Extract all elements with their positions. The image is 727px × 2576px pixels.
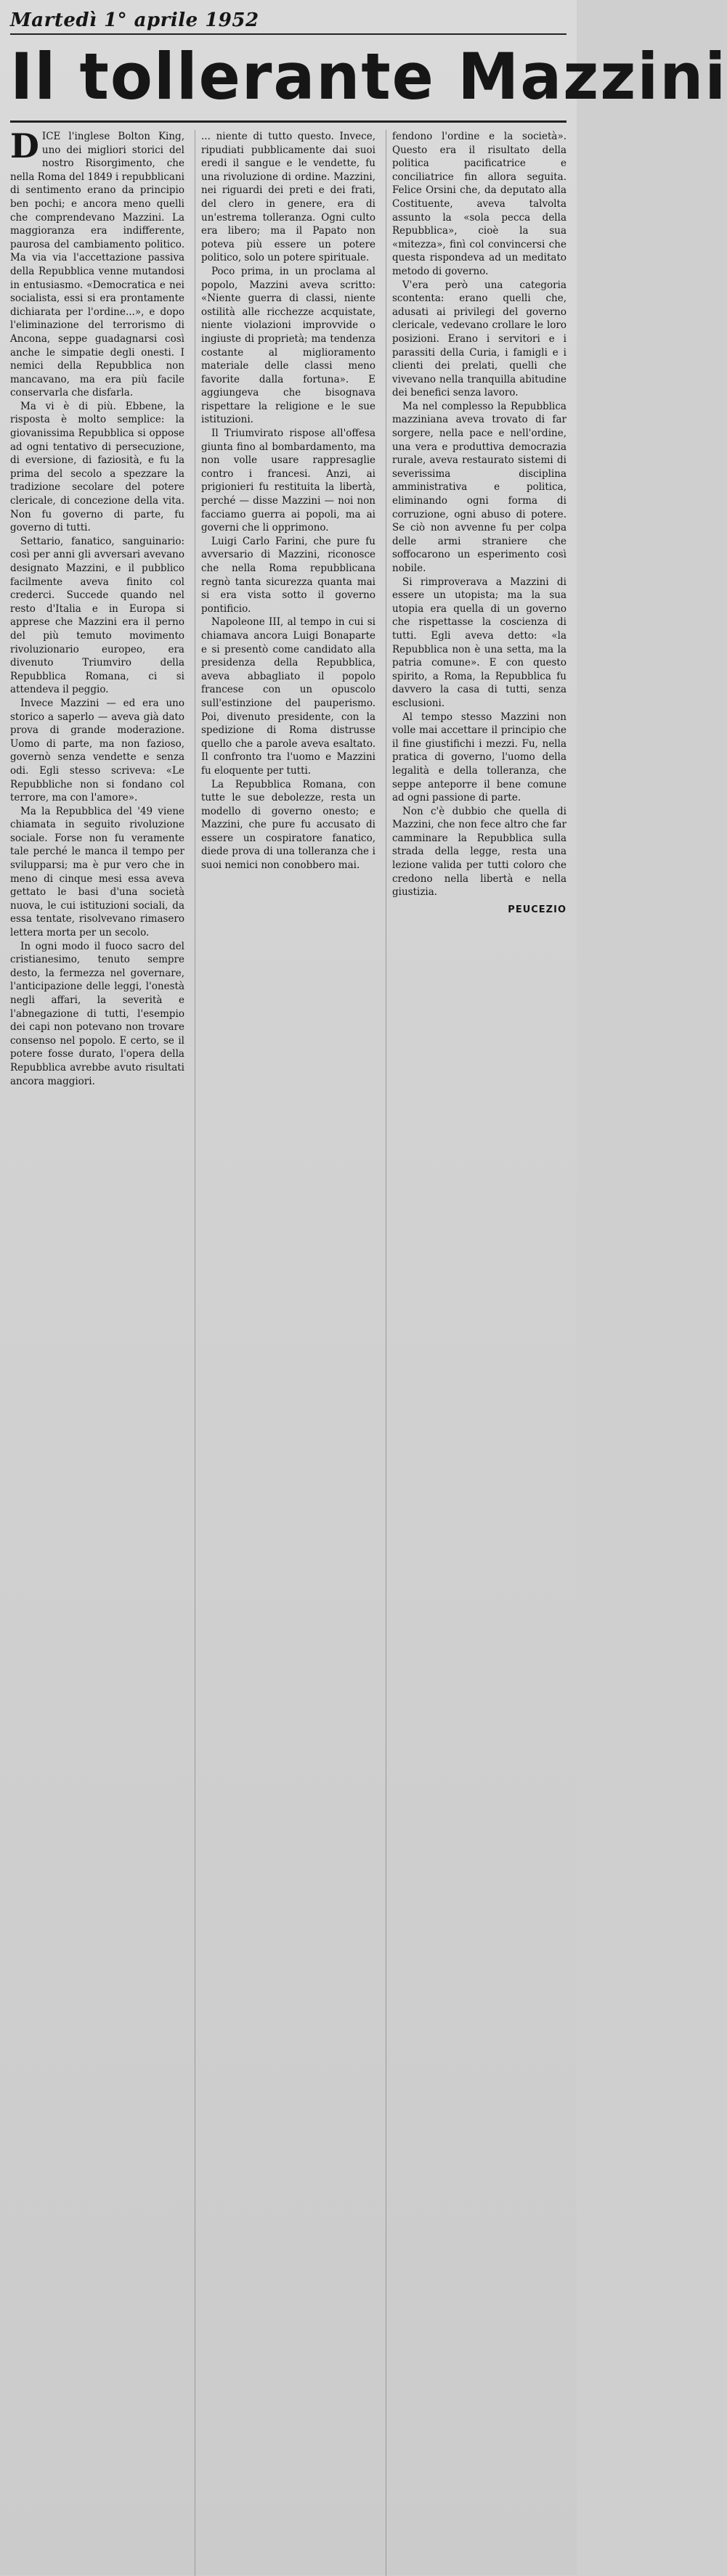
paragraph: Poco prima, in un proclama al popolo, Mazzini aveva scritto: «Niente guerra di classi, niente ostilità alle ricchezze acquistate, niente violazioni improvvide o ingiuste di proprietà; ma tendenza costante al miglioramento materiale delle classi meno favorite dalla fortuna». E aggiungeva che bisognava rispettare la religione e le sue istituzioni. xyxy=(201,265,375,426)
article-column-2 xyxy=(195,130,375,2576)
paragraph: Settario, fanatico, sanguinario: così per anni gli avversari avevano designato Mazzini, e il pubblico facilmente aveva finito col crederci. Succede quando nel resto d'Italia e in Europa si apprese che Mazzini era il perno del più temuto movimento rivoluzionario europeo, era divenuto Triumviro della Repubblica Romana, ci si attendeva il peggio. xyxy=(10,535,184,696)
paragraph: Al tempo stesso Mazzini non volle mai accettare il principio che il fine giustifichi i mezzi. Fu, nella pratica di governo, l'uomo della legalità e della tolleranza, che seppe anteporre il bene comune ad ogni passione di parte. xyxy=(392,711,566,804)
paragraph: V'era però una categoria scontenta: erano quelli che, adusati ai privilegi del governo clericale, vedevano crollare le loro posizioni. Erano i servitori e i parassiti della Curia, i famigli e i clienti dei prelati, quelli che vivevano nella tranquilla abitudine dei benefici senza lavoro. xyxy=(392,279,566,399)
paragraph: Il Triumvirato rispose all'offesa giunta fino al bombardamento, ma non volle usare rappresaglie contro i francesi. Anzi, ai prigionieri fu restituita la libertà, perché — disse Mazzini — noi non facciamo guerra ai popoli, ma ai governi che li opprimono. xyxy=(201,428,375,534)
article-headline: Il tollerante Mazzini xyxy=(10,39,727,114)
article-column-3 xyxy=(386,130,566,2576)
author-signature: PEUCEZIO xyxy=(508,904,566,915)
headline-rule xyxy=(10,120,566,123)
paragraph: La Repubblica Romana, con tutte le sue debolezze, resta un modello di governo onesto; e Mazzini, che pure fu accusato di essere un cospiratore fanatico, diede prova di una tolleranza che i suoi nemici non conobbero mai. xyxy=(201,778,375,872)
article-body xyxy=(10,126,566,2576)
date-line: Martedì 1° aprile 1952 xyxy=(10,7,566,35)
paragraph: Napoleone III, al tempo in cui si chiamava ancora Luigi Bonaparte e si presentò come candidato alla presidenza della Repubblica, aveva abbagliato il popolo francese con un opuscolo sull'estinzione del pauperismo. Poi, divenuto presidente, con la spedizione di Roma distrusse quello che a parole aveva esaltato. Il confronto tra l'uomo e Mazzini fu eloquente per tutti. xyxy=(201,616,375,777)
paragraph: Invece Mazzini — ed era uno storico a saperlo — aveva già dato prova di grande moderazione. Uomo di parte, ma non fazioso, governò senza vendette e senza odi. Egli stesso scriveva: «Le Repubbliche non si fondano col terrore, ma con l'amore». xyxy=(10,697,184,804)
drop-cap: D xyxy=(10,126,39,165)
paragraph: ... niente di tutto questo. Invece, ripudiati pubblicamente dai suoi eredi il sangue e le vendette, fu una rivoluzione di ordine. Mazzini, nei riguardi dei preti e dei frati, del clero in genere, era di un'estrema tolleranza. Ogni culto era libero; ma il Papato non poteva più essere un potere politico, solo un potere spirituale. xyxy=(201,131,375,264)
paragraph: fendono l'ordine e la società». Questo era il risultato della politica pacificatrice e conciliatrice fin allora seguita. Felice Orsini che, da deputato alla Costituente, aveva talvolta assunto la «sola pecca della Repubblica», cioè la sua «mitezza», finì col convincersi che questa rispondeva ad un meditato metodo di governo. xyxy=(392,131,566,277)
paragraph: ICE l'inglese Bolton King, uno dei migliori storici del nostro Risorgimento, che nella Roma del 1849 i repubblicani di sentimento erano da principio ben pochi; e ancora meno quelli che comprendevano Mazzini. La maggioranza era indifferente, paurosa del cambiamento politico. Ma via via l'accettazione passiva della Repubblica venne mutandosi in entusiasmo. «Democratica e nei socialista, essi si era prontamente dichiarata per l'ordine...», e dopo l'eliminazione del terrorismo di Ancona, seppe guadagnarsi così anche le simpatie degli onesti. I nemici della Repubblica non mancavano, ma era più facile conservarla che disfarla. xyxy=(10,131,184,399)
paragraph: Ma nel complesso la Repubblica mazziniana aveva trovato di far sorgere, nella pace e nell'ordine, una vera e produttiva democrazia rurale, aveva restaurato sistemi di severissima disciplina amministrativa e politica, eliminando ogni forma di corruzione, ogni abuso di potere. Se ciò non avvenne fu per colpa delle armi straniere che soffocarono un esperimento così nobile. xyxy=(392,400,566,574)
article-column-1 xyxy=(10,126,184,2576)
paragraph: Non c'è dubbio che quella di Mazzini, che non fece altro che far camminare la Repubblica sulla strada della legge, resta una lezione valida per tutti coloro che credono nella libertà e nella giustizia. xyxy=(392,805,566,899)
paragraph: Luigi Carlo Farini, che pure fu avversario di Mazzini, riconosce che nella Roma repubblicana regnò tanta sicurezza quanta mai si era vista sotto il governo pontificio. xyxy=(201,535,375,615)
paragraph: Si rimproverava a Mazzini di essere un utopista; ma la sua utopia era quella di un governo che rispettasse la coscienza di tutti. Egli aveva detto: «la Repubblica non è una setta, ma la patria comune». E con questo spirito, a Roma, la Repubblica fu davvero la casa di tutti, senza esclusioni. xyxy=(392,576,566,709)
paragraph: In ogni modo il fuoco sacro del cristianesimo, tenuto sempre desto, la fermezza nel governare, l'anticipazione delle leggi, l'onestà negli affari, la severità e l'abnegazione di tutti, l'esempio dei capi non potevano non trovare consenso nel popolo. E certo, se il potere fosse durato, l'opera della Repubblica avrebbe avuto risultati ancora maggiori. xyxy=(10,940,184,1087)
paragraph: Ma la Repubblica del '49 viene chiamata in seguito rivoluzione sociale. Forse non fu veramente tale perché le manca il tempo per svilupparsi; ma è pur vero che in meno di cinque mesi essa aveva gettato le basi d'una società nuova, le cui istituzioni sociali, da essa tentate, risolvevano rimasero lettera morta per un secolo. xyxy=(10,805,184,939)
paragraph: Ma vi è di più. Ebbene, la risposta è molto semplice: la giovanissima Repubblica si oppose ad ogni tentativo di persecuzione, di eversione, di faziosità, e fu la prima del secolo a spezzare la tradizione secolare del potere clericale, di concezione della vita. Non fu governo di parte, fu governo di tutti. xyxy=(10,400,184,534)
